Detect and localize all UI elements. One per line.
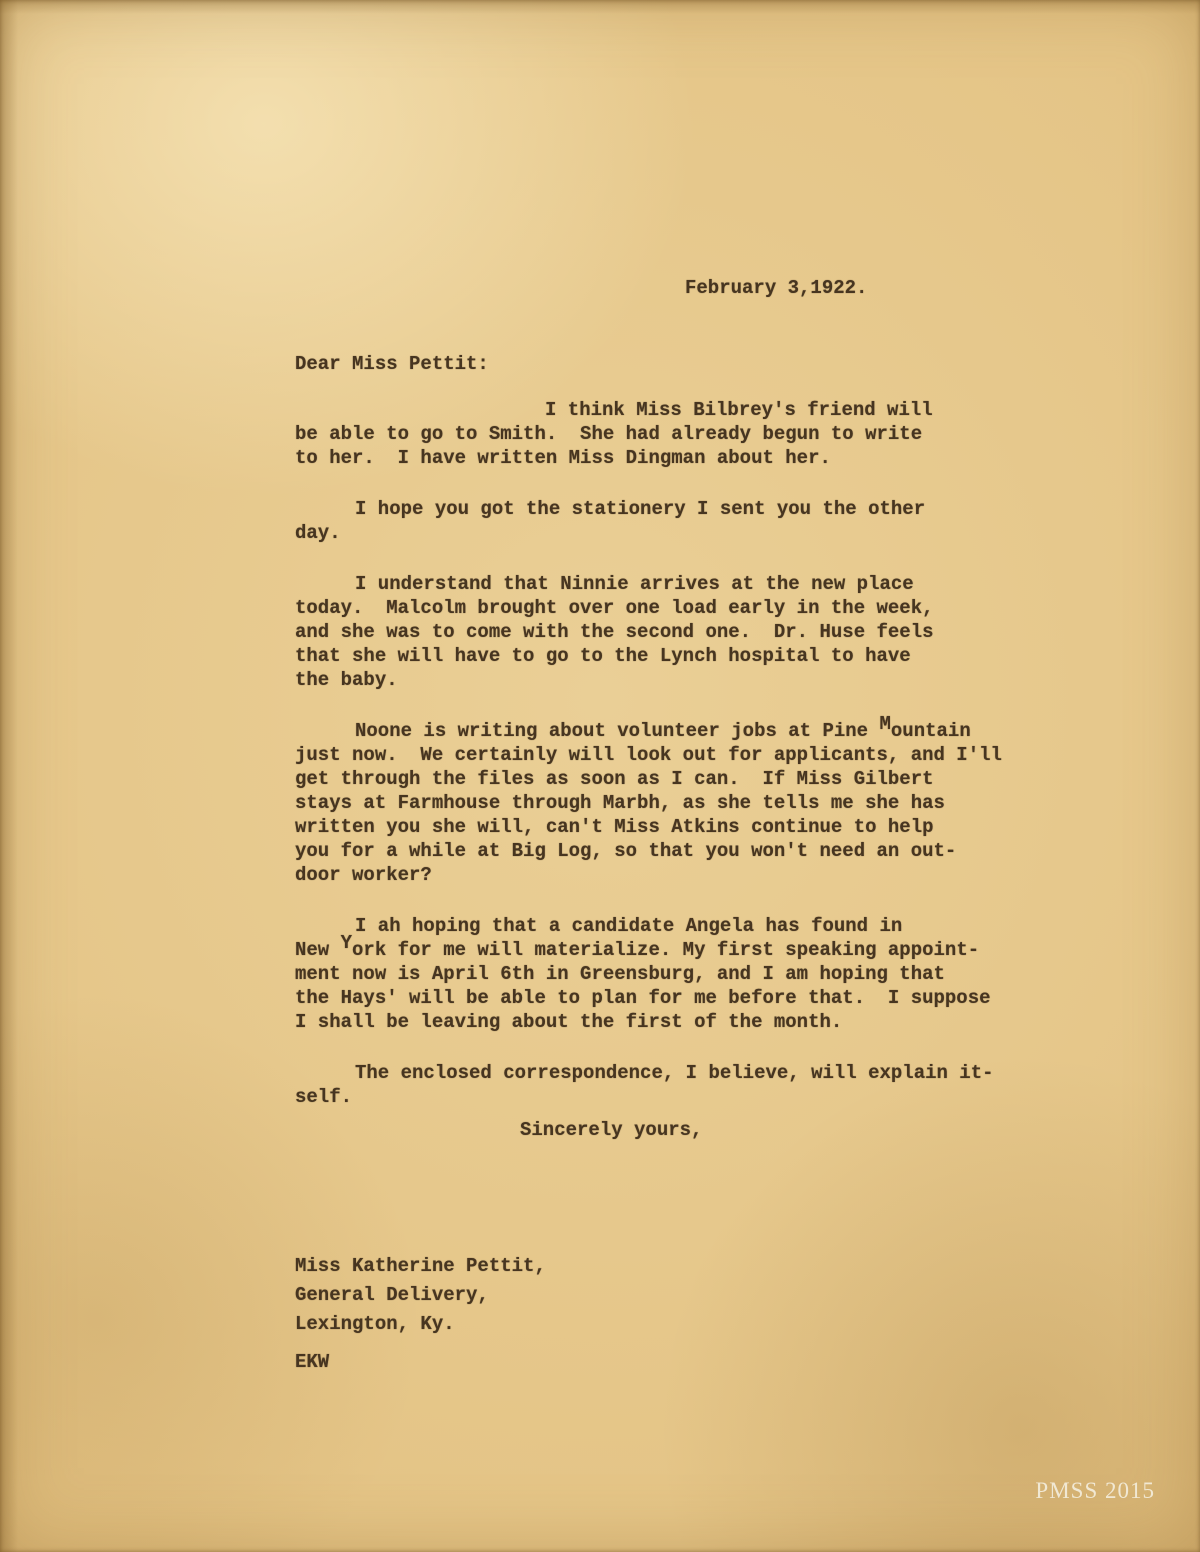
letter-line: to her. I have written Miss Dingman about her.: [295, 447, 831, 469]
letter-line: I think Miss Bilbrey's friend will: [545, 399, 933, 421]
letter-line: self.: [295, 1086, 353, 1108]
paragraph: [295, 914, 1140, 1034]
letter-line: today. Malcolm brought over one load early in the week,: [295, 597, 934, 619]
letter-line: that she will have to go to the Lynch hospital to have: [295, 645, 911, 667]
letter-line: I understand that Ninnie arrives at the new place: [355, 573, 914, 595]
paragraph: [295, 497, 1140, 545]
address-line: General Delivery,: [295, 1284, 489, 1306]
letter-line-segment: New: [295, 939, 341, 961]
letter-line: just now. We certainly will look out for applicants, and I'll: [295, 744, 1002, 766]
letter-line: written you she will, can't Miss Atkins continue to help: [295, 816, 934, 838]
letter-line: door worker?: [295, 864, 432, 886]
letter-line: [295, 932, 1140, 962]
letter-line: I shall be leaving about the first of the month.: [295, 1011, 843, 1033]
letter-line: the Hays' will be able to plan for me before that. I suppose: [295, 987, 991, 1009]
letter-line: stays at Farmhouse through Marbh, as she tells me she has: [295, 792, 945, 814]
letter-date: February 3,1922.: [685, 277, 868, 299]
letter-line: day.: [295, 522, 341, 544]
letter-line: ment now is April 6th in Greensburg, and I am hoping that: [295, 963, 945, 985]
paragraph: [295, 572, 1140, 692]
pmss-watermark: PMSS 2015: [1035, 1478, 1155, 1503]
letter-line-segment: ork for me will materialize. My first speaking appoint-: [352, 939, 980, 961]
paper-edge-shading-top: [0, 0, 1200, 14]
letter-line: The enclosed correspondence, I believe, will explain it-: [355, 1062, 994, 1084]
raised-typed-character: M: [879, 713, 891, 735]
paragraph: [295, 1061, 1140, 1109]
raised-typed-character: Y: [340, 932, 353, 954]
paragraph: [295, 398, 1140, 470]
letter-line: [295, 713, 1140, 743]
letter-line: you for a while at Big Log, so that you won't need an out-: [295, 840, 957, 862]
address-line: Lexington, Ky.: [295, 1313, 455, 1335]
typist-initials: EKW: [295, 1351, 330, 1373]
letter-closing: Sincerely yours,: [520, 1119, 703, 1141]
letter-line: be able to go to Smith. She had already begun to write: [295, 423, 923, 445]
letter-line: I ah hoping that a candidate Angela has found in: [355, 915, 903, 937]
letter-line: the baby.: [295, 669, 398, 691]
letter-body: [295, 398, 1140, 1136]
letter-line: get through the files as soon as I can. If Miss Gilbert: [295, 768, 934, 790]
paragraph: [295, 713, 1140, 887]
letter-line: and she was to come with the second one. Dr. Huse feels: [295, 621, 934, 643]
address-line: Miss Katherine Pettit,: [295, 1255, 546, 1277]
letter-line: I hope you got the stationery I sent you the other: [355, 498, 926, 520]
recipient-address-block: [295, 1252, 546, 1339]
paper-edge-shading-left: [0, 0, 18, 1552]
letter-salutation: Dear Miss Pettit:: [295, 353, 489, 375]
letter-line-segment: ountain: [890, 720, 971, 742]
letter-line-segment: Noone is writing about volunteer jobs at Pine: [355, 720, 880, 742]
